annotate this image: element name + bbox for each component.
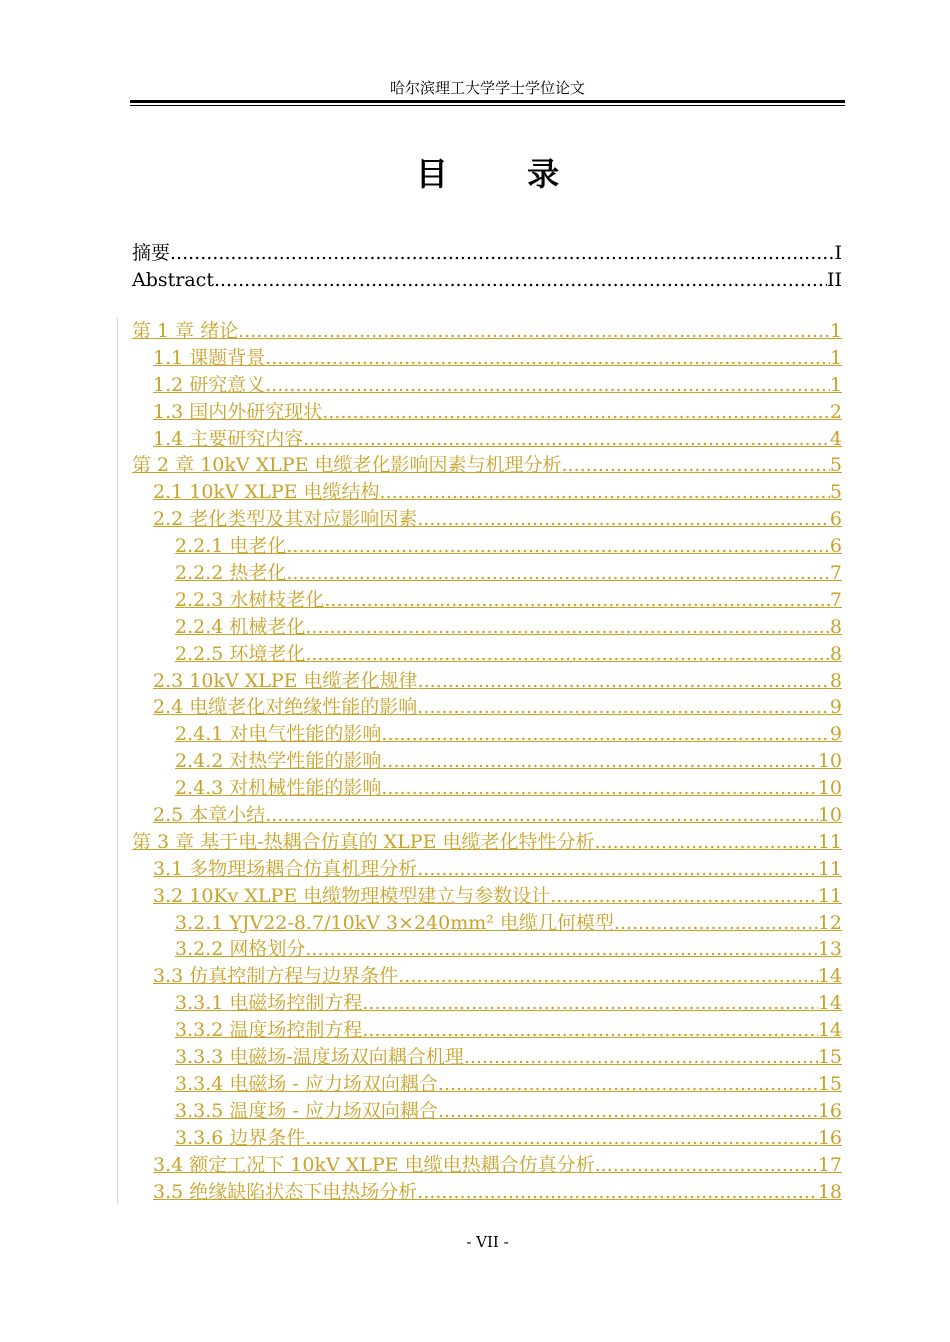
- toc-entry-title: 第 1 章 绪论: [132, 320, 239, 342]
- toc-left-bar: [117, 318, 118, 1204]
- toc-entry-page: 1: [829, 373, 842, 396]
- toc-subsection-link[interactable]: [132, 775, 842, 802]
- toc-dot-leader: [417, 1179, 818, 1206]
- toc-entry-page: 12: [817, 911, 842, 934]
- toc-section-link[interactable]: [132, 668, 842, 695]
- toc-entry-title: 第 3 章 基于电-热耦合仿真的 XLPE 电缆老化特性分析: [132, 830, 595, 853]
- toc-entry-page: 16: [817, 1126, 842, 1149]
- toc-entry-title: 摘要: [132, 242, 171, 264]
- toc-chapter-link[interactable]: [132, 452, 842, 479]
- header-rule-thin: [130, 105, 845, 106]
- toc-entry-page: I: [834, 242, 842, 264]
- toc-entry-title: 2.3 10kV XLPE 电缆老化规律: [153, 669, 418, 692]
- toc-entry-page: 4: [829, 427, 842, 450]
- toc-dot-leader: [381, 748, 817, 775]
- toc-subsection-link[interactable]: [132, 910, 842, 937]
- toc-entry-title: 3.3.3 电磁场-温度场双向耦合机理: [175, 1046, 464, 1069]
- toc-dot-leader: [595, 829, 818, 856]
- toc-entry-title: 1.3 国内外研究现状: [153, 400, 323, 423]
- toc-subsection-link[interactable]: [132, 990, 842, 1017]
- toc-subsection-link[interactable]: [132, 1125, 842, 1152]
- page-title: 目 录: [415, 155, 594, 193]
- front-matter-entry: [132, 267, 842, 294]
- toc-dot-leader: [380, 479, 830, 506]
- toc-entry-page: 10: [817, 750, 842, 773]
- toc-dot-leader: [438, 1098, 818, 1125]
- toc-entry-title: 3.3.2 温度场控制方程: [175, 1019, 363, 1042]
- toc-dot-leader: [286, 560, 830, 587]
- toc-entry-page: 8: [829, 615, 842, 638]
- toc-entry-page: 5: [829, 481, 842, 504]
- toc-section-link[interactable]: [132, 399, 842, 426]
- toc-dot-leader: [562, 452, 830, 479]
- toc-dot-leader: [303, 426, 830, 453]
- toc-entry-title: 2.4.2 对热学性能的影响: [175, 750, 382, 773]
- toc-dot-leader: [265, 802, 818, 829]
- toc-subsection-link[interactable]: [132, 1017, 842, 1044]
- toc-subsection-link[interactable]: [132, 721, 842, 748]
- toc-section-link[interactable]: [132, 506, 842, 533]
- toc-section-link[interactable]: [132, 426, 842, 453]
- toc-entry-title: 3.2.1 YJV22-8.7/10kV 3×240mm² 电缆几何模型: [175, 911, 614, 934]
- toc-entry-page: 10: [817, 777, 842, 800]
- toc-dot-leader: [324, 587, 830, 614]
- toc-section-link[interactable]: [132, 1152, 842, 1179]
- toc-subsection-link[interactable]: [132, 533, 842, 560]
- toc-entry-page: 15: [817, 1072, 842, 1095]
- toc-entry-title: 2.2.5 环境老化: [175, 642, 306, 665]
- toc-entry-title: 3.5 绝缘缺陷状态下电热场分析: [153, 1180, 418, 1203]
- toc-dot-leader: [550, 883, 818, 910]
- toc-entry-title: 2.2.3 水树枝老化: [175, 588, 325, 611]
- toc-subsection-link[interactable]: [132, 641, 842, 668]
- toc-entry-title: 3.4 额定工况下 10kV XLPE 电缆电热耦合仿真分析: [153, 1153, 595, 1176]
- toc-subsection-link[interactable]: [132, 1098, 842, 1125]
- toc-dot-leader: [265, 345, 830, 372]
- toc-dot-leader: [464, 1044, 818, 1071]
- toc-entry-page: 6: [829, 508, 842, 531]
- toc-entry-title: 3.2.2 网格划分: [175, 938, 306, 961]
- toc-dot-leader: [381, 775, 817, 802]
- toc-dot-leader: [381, 721, 830, 748]
- toc-subsection-link[interactable]: [132, 1044, 842, 1071]
- toc-entry-title: 1.4 主要研究内容: [153, 427, 304, 450]
- toc-entry-title: 1.1 课题背景: [153, 346, 266, 369]
- front-matter-entry: [132, 240, 842, 267]
- toc-entry-page: 11: [817, 830, 842, 853]
- toc-entry-page: 8: [829, 642, 842, 665]
- toc-dot-leader: [595, 1152, 818, 1179]
- toc-subsection-link[interactable]: [132, 936, 842, 963]
- toc-entry-title: 3.3.6 边界条件: [175, 1126, 306, 1149]
- toc-entry-title: 2.2.4 机械老化: [175, 615, 306, 638]
- toc-entry-title: 3.3.1 电磁场控制方程: [175, 992, 363, 1015]
- toc-subsection-link[interactable]: [132, 560, 842, 587]
- toc-section-link[interactable]: [132, 694, 842, 721]
- toc-entry-page: 17: [817, 1153, 842, 1176]
- toc-entry-title: 2.2.1 电老化: [175, 535, 287, 558]
- toc-entry-title: 3.3.5 温度场 - 应力场双向耦合: [175, 1099, 438, 1122]
- toc-dot-leader: [305, 614, 830, 641]
- toc-entry-page: 6: [829, 535, 842, 558]
- toc-dot-leader: [417, 506, 830, 533]
- toc-entry-page: 14: [817, 992, 842, 1015]
- toc-section-link[interactable]: [132, 856, 842, 883]
- toc-entry-title: 2.2 老化类型及其对应影响因素: [153, 508, 418, 531]
- toc-section-link[interactable]: [132, 479, 842, 506]
- toc-entry-title: 3.2 10Kv XLPE 电缆物理模型建立与参数设计: [153, 884, 551, 907]
- toc-dot-leader: [418, 668, 830, 695]
- toc-dot-leader: [417, 856, 818, 883]
- toc-entry-title: 2.4 电缆老化对绝缘性能的影响: [153, 696, 418, 719]
- toc-entry-page: 14: [817, 1019, 842, 1042]
- toc-entry-page: 9: [829, 696, 842, 719]
- toc-dot-leader: [286, 533, 830, 560]
- toc-dot-leader: [322, 399, 830, 426]
- toc-entry-page: 1: [829, 346, 842, 369]
- toc-dot-leader: [238, 318, 830, 345]
- toc-entry-page: 7: [829, 588, 842, 611]
- toc-dot-leader: [305, 1125, 817, 1152]
- toc-entry-title: Abstract: [132, 268, 214, 291]
- toc-entry-title: 2.5 本章小结: [153, 804, 266, 827]
- toc-subsection-link[interactable]: [132, 587, 842, 614]
- toc-dot-leader: [170, 240, 834, 267]
- toc-entry-page: 11: [817, 857, 842, 880]
- toc-entry-title: 3.3.4 电磁场 - 应力场双向耦合: [175, 1072, 438, 1095]
- toc-entry-title: 1.2 研究意义: [153, 373, 266, 396]
- running-header: 哈尔滨理工大学学士学位论文: [389, 79, 585, 97]
- toc-entry-page: 2: [829, 400, 842, 423]
- toc-list: [132, 318, 842, 1205]
- toc-chapter-link[interactable]: [132, 318, 842, 345]
- toc-entry-title: 2.4.3 对机械性能的影响: [175, 777, 382, 800]
- toc-entry-page: 13: [817, 938, 842, 961]
- toc-entry-title: 第 2 章 10kV XLPE 电缆老化影响因素与机理分析: [132, 454, 562, 477]
- toc-dot-leader: [398, 963, 818, 990]
- front-matter-list: [132, 240, 842, 294]
- page-number: - VII -: [466, 1233, 509, 1251]
- toc-section-link[interactable]: [132, 372, 842, 399]
- toc-dot-leader: [614, 910, 818, 937]
- toc-entry-title: 2.1 10kV XLPE 电缆结构: [153, 481, 380, 504]
- toc-dot-leader: [305, 936, 817, 963]
- toc-entry-page: 15: [817, 1046, 842, 1069]
- toc-dot-leader: [438, 1071, 818, 1098]
- toc-dot-leader: [362, 990, 817, 1017]
- toc-subsection-link[interactable]: [132, 748, 842, 775]
- toc-entry-title: 3.1 多物理场耦合仿真机理分析: [153, 857, 418, 880]
- toc-dot-leader: [417, 694, 830, 721]
- toc-entry-page: 18: [817, 1180, 842, 1203]
- toc-entry-page: 7: [829, 562, 842, 585]
- toc-section-link[interactable]: [132, 883, 842, 910]
- toc-chapter-link[interactable]: [132, 829, 842, 856]
- toc-dot-leader: [305, 641, 830, 668]
- header-rule-thick: [130, 100, 845, 103]
- toc-entry-page: 1: [829, 320, 842, 342]
- toc-dot-leader: [265, 372, 830, 399]
- toc-section-link[interactable]: [132, 345, 842, 372]
- toc-entry-title: 2.4.1 对电气性能的影响: [175, 723, 382, 746]
- toc-entry-page: 14: [817, 965, 842, 988]
- toc-section-link[interactable]: [132, 963, 842, 990]
- toc-dot-leader: [214, 267, 827, 294]
- toc-entry-title: 3.3 仿真控制方程与边界条件: [153, 965, 399, 988]
- toc-subsection-link[interactable]: [132, 1071, 842, 1098]
- toc-entry-page: 8: [829, 669, 842, 692]
- toc-entry-page: 10: [817, 804, 842, 827]
- toc-entry-page: 9: [829, 723, 842, 746]
- toc-entry-page: 16: [817, 1099, 842, 1122]
- toc-entry-page: II: [826, 268, 842, 291]
- toc-subsection-link[interactable]: [132, 614, 842, 641]
- toc-section-link[interactable]: [132, 1179, 842, 1206]
- toc-entry-title: 2.2.2 热老化: [175, 562, 287, 585]
- toc-entry-page: 5: [829, 454, 842, 477]
- toc-dot-leader: [362, 1017, 817, 1044]
- toc-entry-page: 11: [817, 884, 842, 907]
- toc-section-link[interactable]: [132, 802, 842, 829]
